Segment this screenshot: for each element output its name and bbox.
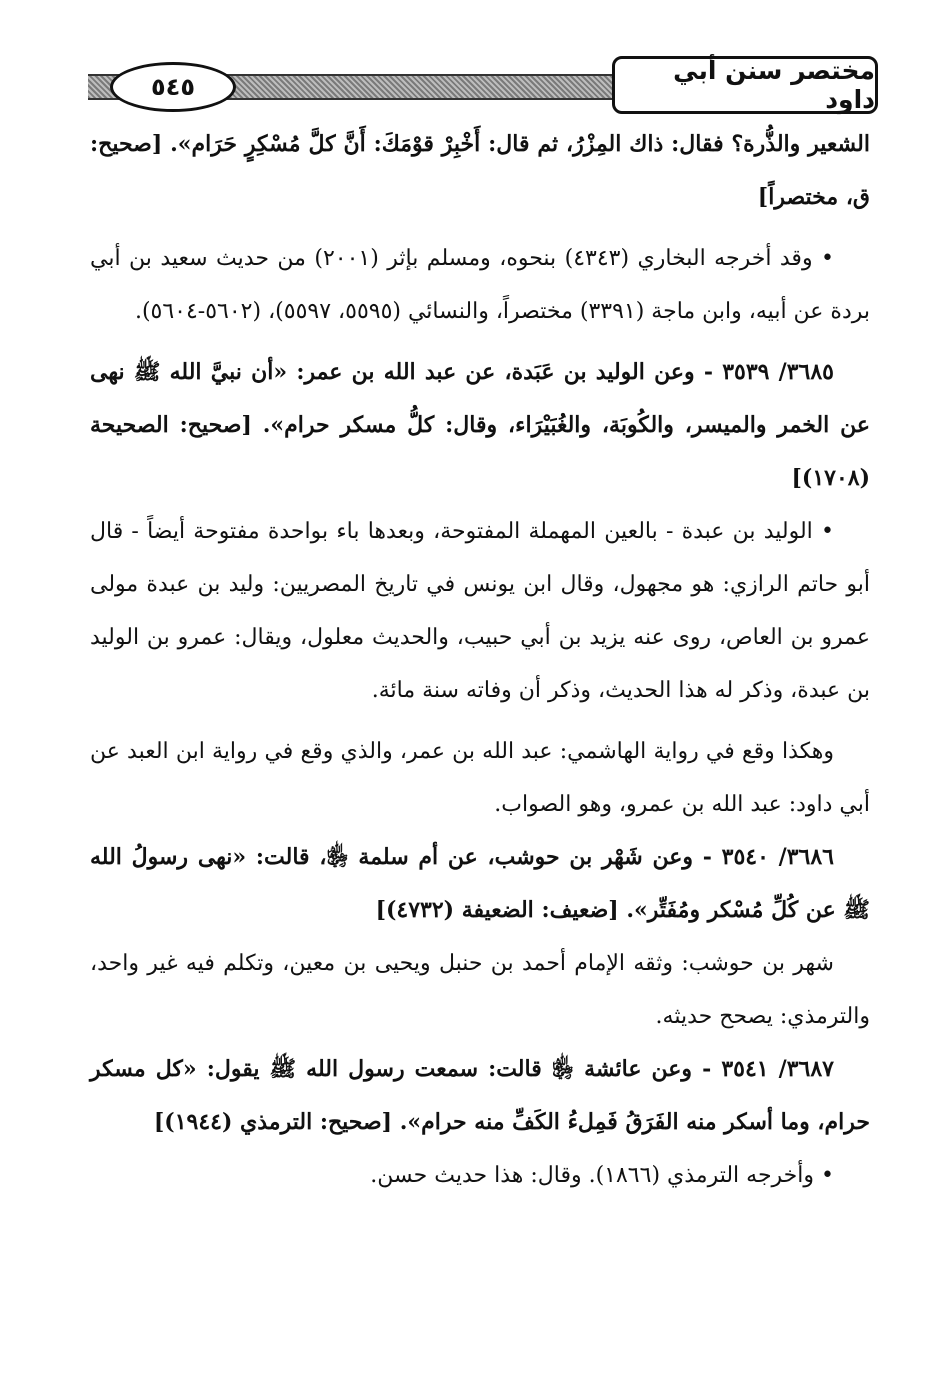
takhrij-note-tirmidhi: • وأخرجه الترمذي (١٨٦٦). وقال: هذا حديث حسن. [370,1163,834,1188]
page-header [88,56,878,114]
hadith-3687: ٣٦٨٧/ ٣٥٤١ - وعن عائشة ﵂ قالت: سمعت رسول الله ﷺ يقول: «كل مسكر حرام، وما أسكر منه الفَرَقُ فَمِلءُ الكَفِّ منه حرام». [صحيح: الترمذي (١٩٤٤)] [90,1056,870,1135]
takhrij-note: • وقد أخرجه البخاري (٤٣٤٣) بنحوه، ومسلم بإثر (٢٠٠١) من حديث سعيد بن أبي بردة عن أبيه، وابن ماجة (٣٣٩١) مختصراً، والنسائي (٥٥٩٥، ٥٥٩٧)، (٥٦٠٢-٥٦٠٤). [90,246,870,324]
hadith-3686: ٣٦٨٦/ ٣٥٤٠ - وعن شَهْر بن حوشب، عن أم سلمة ﵂، قالت: «نهى رسولُ الله ﷺ عن كُلِّ مُسْكر ومُفَتِّر». [ضعيف: الضعيفة (٤٧٣٢)] [90,844,870,923]
riwaya-note: وهكذا وقع في رواية الهاشمي: عبد الله بن عمر، والذي وقع في رواية ابن العبد عن أبي داود: عبد الله بن عمرو، وهو الصواب. [90,739,870,817]
narrator-note-shahr: شهر بن حوشب: وثقه الإمام أحمد بن حنبل ويحيى بن معين، وتكلم فيه غير واحد، والترمذي: يصحح حديثه. [90,951,870,1029]
page-body [90,118,870,1202]
hadith-3685: ٣٦٨٥/ ٣٥٣٩ - وعن الوليد بن عَبَدة، عن عبد الله بن عمر: «أن نبيَّ الله ﷺ نهى عن الخمر والميسر، والكُوبَة، والغُبَيْرَاء، وقال: كلُّ مسكر حرام». [صحيح: الصحيحة (١٧٠٨)] [90,359,870,491]
page-number: ٥٤٥ [110,62,236,112]
hadith-continuation: الشعير والذُّرة؟ فقال: ذاك المِزْرُ، ثم قال: أَخْبِرْ قوْمَكَ: أَنَّ كلَّ مُسْكِرٍ حَرَام». [صحيح: ق، مختصراً] [90,131,870,210]
book-title: مختصر سنن أبي داود [612,56,878,114]
narrator-note-al-walid: • الوليد بن عبدة - بالعين المهملة المفتوحة، وبعدها باء بواحدة مفتوحة أيضاً - قال أبو حاتم الرازي: هو مجهول، وقال ابن يونس في تاريخ المصريين: وليد بن عبدة مولى عمرو بن العاص، روى عنه يزيد بن أبي حبيب، والحديث معلول، ويقال: عمرو بن الوليد بن عبدة، وذكر له هذا الحديث، وذكر أن وفاته سنة مائة. [90,519,871,703]
